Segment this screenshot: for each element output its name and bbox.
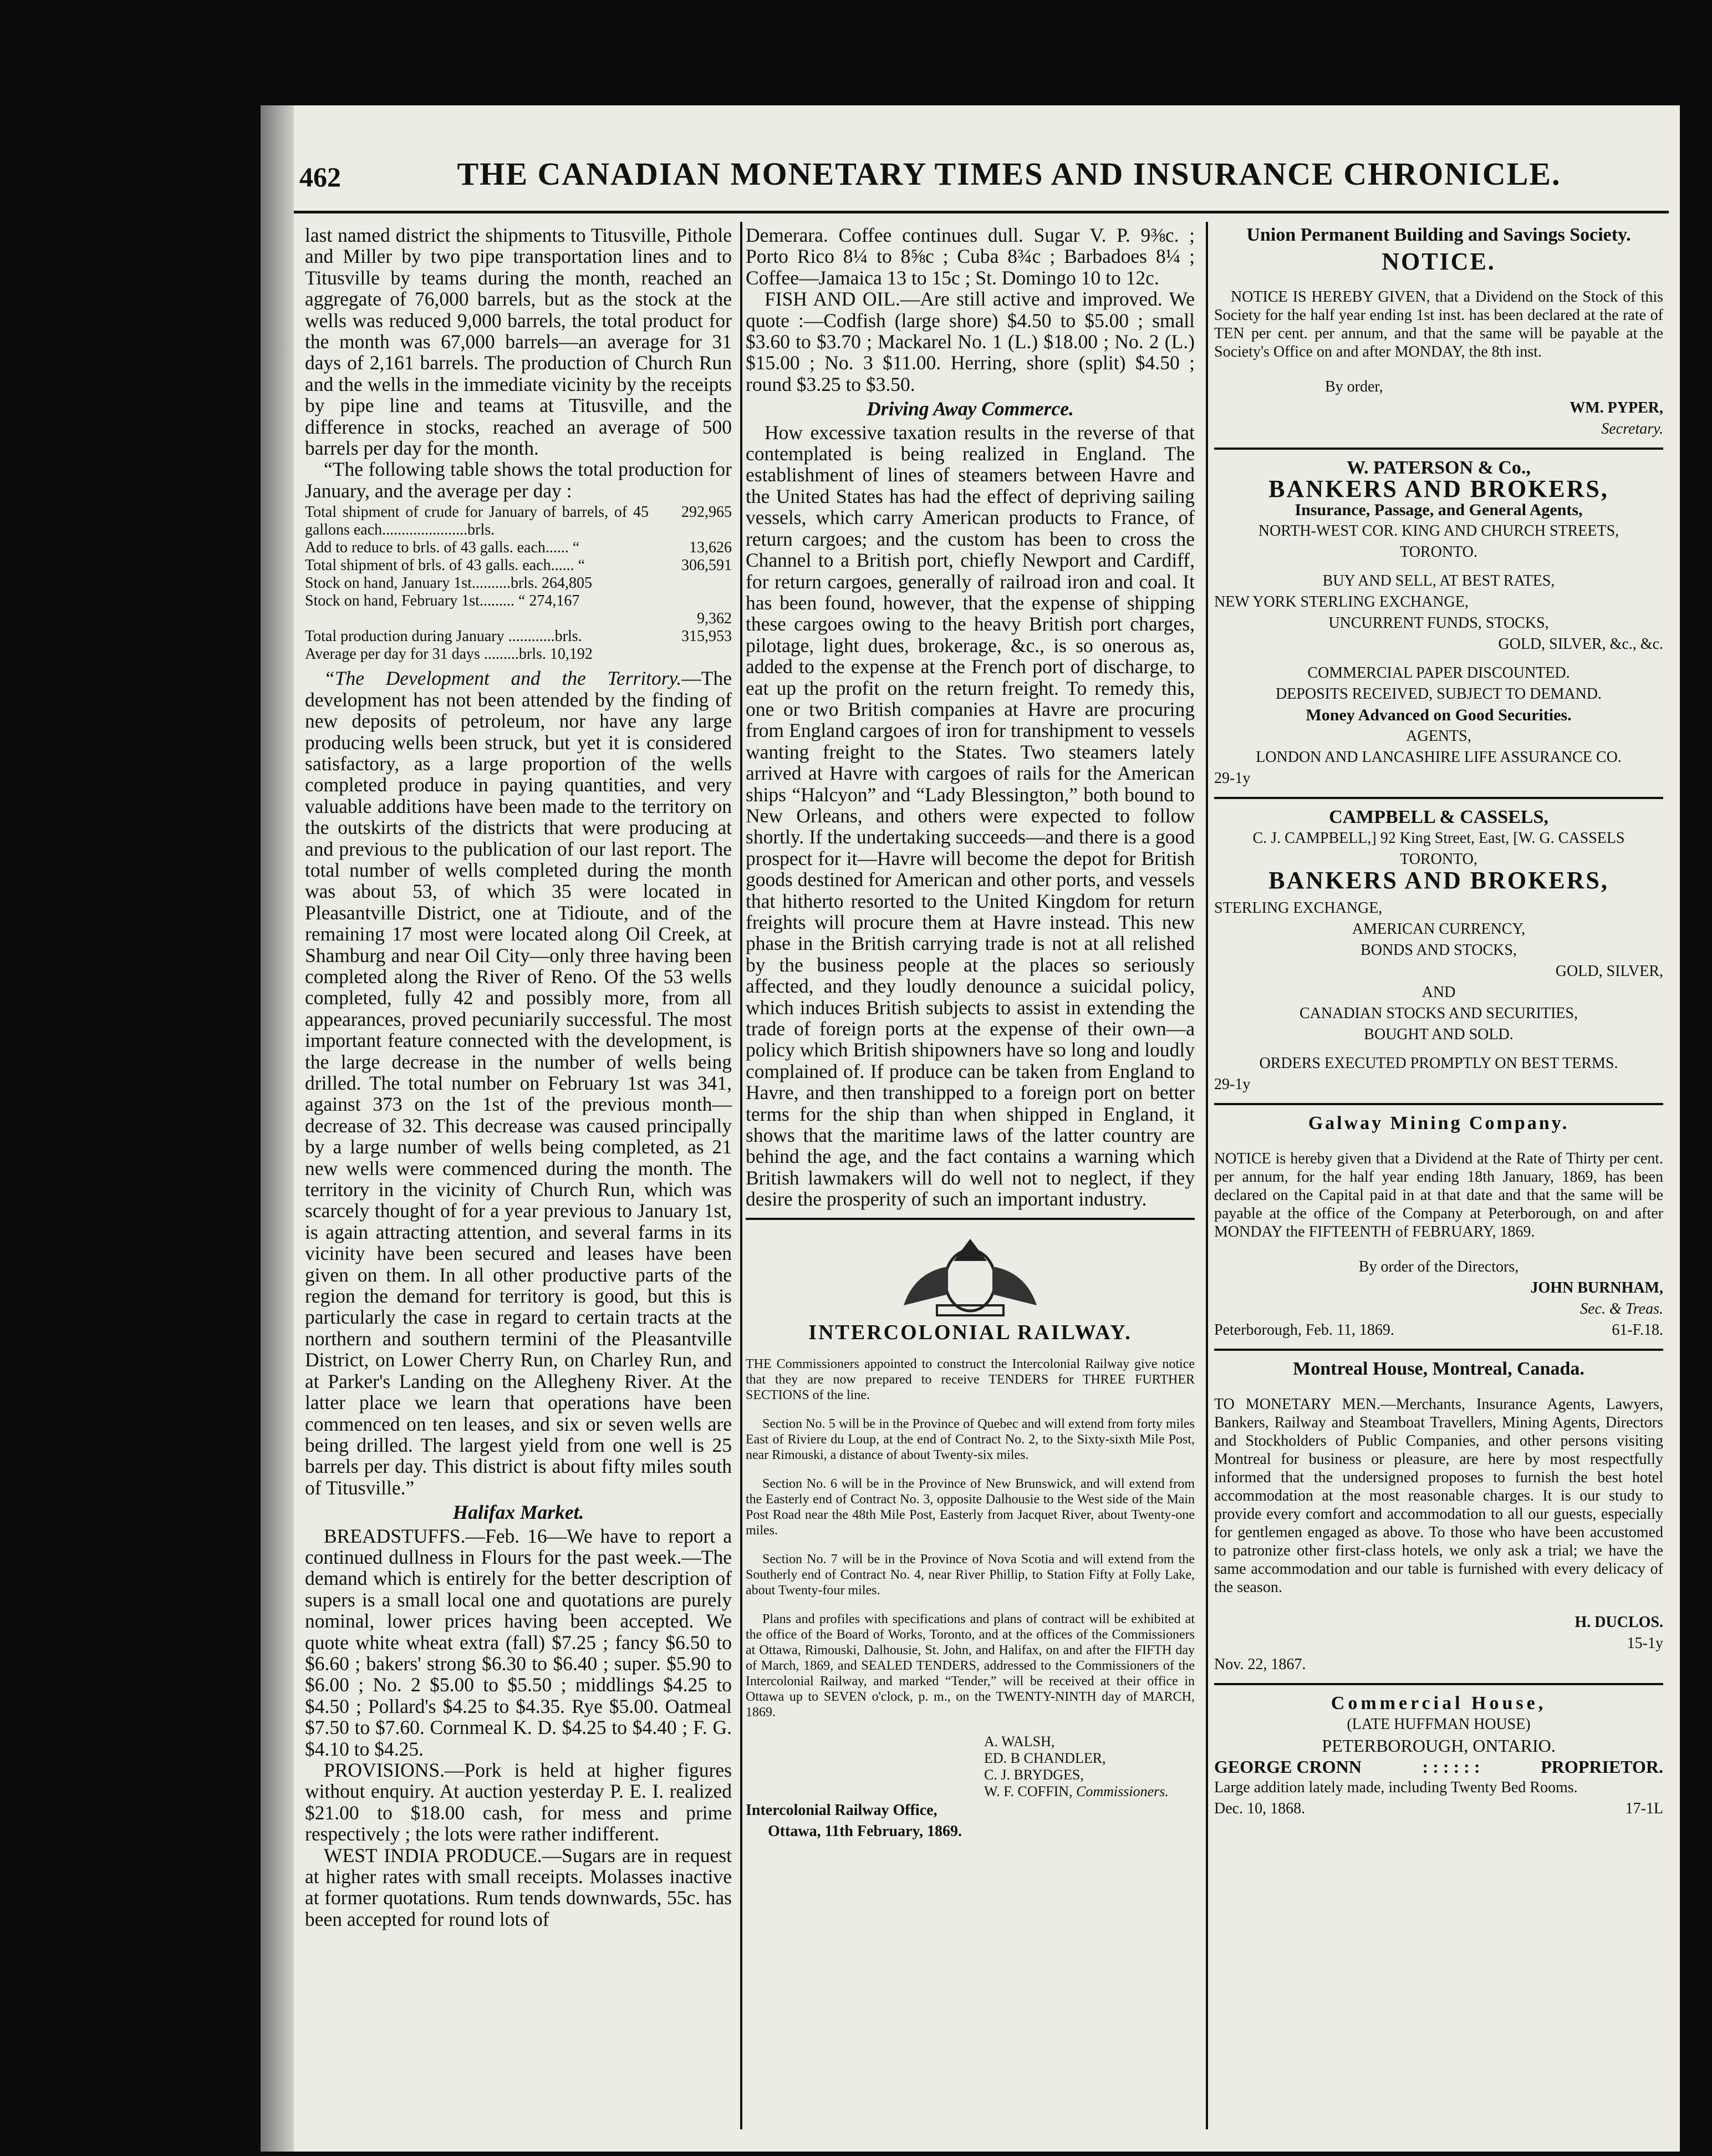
montreal-house-ad: Montreal House, Montreal, Canada. TO MONETARY MEN.—Merchants, Insurance Agents, Lawyers, Bankers, Railway and Steamboat Travellers, Mining Agents, Directors and Stockholders of Public Companies, and other persons visiting Montreal for business or pleasure, are here by most respectfully informed that the undersigned proposes to furnish the best hotel accommodation at the most reasonable charges. It is our study to provide every comfort and accommodation to all our guests, especially for gentlemen engaged as above. To those who have been accustomed to patronize other first-class hotels, we only ask a trial; we have the same accommodation and our table is furnished with every delicacy of the season. H. DUCLOS. 15-1y Nov. 22, 1867. (1214, 1359, 1663, 1673)
signers: A. WALSH, ED. B CHANDLER, C. J. BRYDGES, W. F. COFFIN, Commissioners. (984, 1733, 1169, 1799)
table-row: Average per day for 31 days .........brls. 10,192 (305, 645, 593, 663)
ad-title: Union Permanent Building and Savings Society. (1246, 225, 1631, 245)
office-line: Intercolonial Railway Office, (746, 1801, 937, 1819)
page-header (288, 150, 1652, 200)
running-title: THE CANADIAN MONETARY TIMES AND INSURANCE CHRONICLE. (457, 156, 1561, 192)
table-row: Total shipment of crude for January of barrels, of 45 gallons each......................brls. 292,965 (305, 504, 732, 539)
ad-title: INTERCOLONIAL RAILWAY. (808, 1320, 1132, 1344)
column-2 (746, 225, 1195, 1842)
article-paragraph: PROVISIONS.—Pork is held at higher figures without enquiry. At auction yesterday P. E. I. realized $21.00 to $18.00 cash, for mess and prime respectively ; the lots were rather indifferent. (305, 1759, 732, 1845)
ad-paragraph: THE Commissioners appointed to construct the Intercolonial Railway give notice that they are now prepared to receive TENDERS for THREE FURTHER SECTIONS of the line. (746, 1356, 1195, 1402)
divider (746, 1218, 1195, 1220)
divider (1214, 1349, 1663, 1351)
article-paragraph: BREADSTUFFS.—Feb. 16—We have to report a continued dullness in Flours for the past week.—The demand which is entirely for the better description of supers is a small local one and quotations are purely nominal, lower prices having been accepted. We quote white wheat extra (fall) $7.25 ; fancy $6.50 to $6.60 ; bakers' strong $6.30 to $6.40 ; super. $5.90 to $6.00 ; No. 2 $5.00 to $5.50 ; middlings $4.25 to $4.50 ; Pollard's $4.25 to $4.35. Rye $5.00. Oatmeal $7.50 to $7.60. Cornmeal K. D. $4.25 to $4.40 ; F. G. $4.10 to $4.25. (305, 1524, 732, 1760)
table-row: Stock on hand, February 1st......... “ 274,167 (305, 592, 580, 610)
intercolonial-railway-ad (746, 1228, 1195, 1842)
table-row: Total shipment of brls. of 43 galls. each...... “ 306,591 (305, 557, 732, 574)
table-row: Stock on hand, January 1st..........brls. 264,805 (305, 574, 592, 592)
article-paragraph: WEST INDIA PRODUCE.—Sugars are in request at higher rates with small receipts. Molasses inactive at former quotations. Rum tends downwards, 55c. has been accepted for round lots of (305, 1844, 732, 1930)
divider (1214, 797, 1663, 799)
article-paragraph: last named district the shipments to Titusville, Pithole and Miller by two pipe transportation lines and to Titusville by teams during the month, reached an aggregate of 76,000 barrels, but as the stock at the wells was reduced 9,000 barrels, the total product for the month was 67,000 barrels—an average for 31 days of 2,161 barrels. The production of Church Run and the wells in the immediate vicinity by the receipts by pipe line and teams at Titusville, and the difference in stocks, reached an average of 500 barrels per day for the month. (305, 224, 732, 460)
article-paragraph: “The following table shows the total production for January, and the average per day : (305, 458, 732, 502)
ad-notice: NOTICE. (1382, 248, 1496, 275)
column-1 (305, 225, 732, 1930)
page-number: 462 (299, 161, 341, 192)
galway-mining-ad: Galway Mining Company. NOTICE is hereby given that a Dividend at the Rate of Thirty per cent. per annum, for the half year ending 18th January, 1869, has been declared on the Capital paid in at that date and that the same will be payable at the office of the Company at Peterborough, on and after MONDAY the FIFTEENTH of FEBRUARY, 1869. By order of the Directors, JOHN BURNHAM, Sec. & Treas. Peterborough, Feb. 11, 1869. 61-F.18. (1214, 1113, 1663, 1339)
section-heading: Halifax Market. (452, 1501, 584, 1524)
column-3 (1214, 225, 1663, 1819)
divider (1214, 1103, 1663, 1105)
newspaper-page (261, 105, 1680, 2152)
column-rule-1 (740, 222, 742, 2129)
divider (1214, 448, 1663, 450)
binding-gutter (261, 105, 294, 2152)
office-date: Ottawa, 11th February, 1869. (768, 1822, 962, 1840)
union-permanent-ad: Union Permanent Building and Savings Society. NOTICE. NOTICE IS HEREBY GIVEN, that a Dividend on the Stock of this Society for the half year ending 1st inst. has been declared at the rate of TEN per cent. per annum, and that the same will be payable at the Society's Office on and after MONDAY, the 8th inst. By order, WM. PYPER, Secretary. (1214, 225, 1663, 438)
article-paragraph: Demerara. Coffee continues dull. Sugar V. P. 9⅜c. ; Porto Rico 8¼ to 8⅝c ; Cuba 8¾c ; Barbadoes 8¼ ; Coffee—Jamaica 13 to 15c ; St. Domingo 10 to 12c. (746, 224, 1195, 289)
royal-crest-icon (854, 1228, 1087, 1322)
ad-paragraph: Section No. 5 will be in the Province of Quebec and will extend from forty miles East of Riviere du Loup, at the end of Contract No. 2, to the Sixty-sixth Mile Post, near Rimouski, a distance of about Twenty-six miles. (746, 1416, 1195, 1462)
table-row: 9,362 (697, 610, 732, 628)
article-paragraph: FISH AND OIL.—Are still active and improved. We quote :—Codfish (large shore) $4.50 to $5.00 ; small $3.60 to $3.70 ; Mackarel No. 1 (L.) $18.00 ; No. 2 (L.) $15.00 ; No. 3 $11.00. Herring, shore (split) $4.50 ; round $3.25 to $3.50. (746, 288, 1195, 395)
ad-paragraph: Plans and profiles with specifications and plans of contract will be exhibited at the office of the Board of Works, Toronto, and at the offices of the Commissioners at Ottawa, Rimouski, Dalhousie, St. John, and Halifax, on and after the FIFTH day of March, 1869, and SEALED TENDERS, addressed to the Commissioners of the Intercolonial Railway, and marked “Tender,” will be received at their office in Ottawa up to SEVEN o'clock, p. m., on the TWENTY-NINTH day of MARCH, 1869. (746, 1611, 1195, 1720)
commercial-house-ad: Commercial House, (LATE HUFFMAN HOUSE) PETERBOROUGH, ONTARIO. GEORGE CRONN : : : : : : PROPRIETOR. Large addition lately made, including Twenty Bed Rooms. Dec. 10, 1868. 17-1L (1214, 1693, 1663, 1817)
table-row: Total production during January ............brls. 315,953 (305, 628, 732, 645)
table-row: Add to reduce to brls. of 43 galls. each...... “ 13,626 (305, 539, 732, 557)
section-heading: Driving Away Commerce. (867, 398, 1074, 420)
production-table (305, 504, 732, 663)
ad-paragraph: NOTICE IS HEREBY GIVEN, that a Dividend on the Stock of this Society for the half year ending 1st inst. has been declared at the rate of TEN per cent. per annum, and that the same will be payable at the Society's Office on and after MONDAY, the 8th inst. (1214, 288, 1663, 360)
paterson-ad: W. PATERSON & Co., BANKERS AND BROKERS, Insurance, Passage, and General Agents, NORTH-WEST COR. KING AND CHURCH STREETS, TORONTO. BUY AND SELL, AT BEST RATES, NEW YORK STERLING EXCHANGE, UNCURRENT FUNDS, STOCKS, GOLD, SILVER, &c., &c. COMMERCIAL PAPER DISCOUNTED. DEPOSITS RECEIVED, SUBJECT TO DEMAND. Money Advanced on Good Securities. AGENTS, LONDON AND LANCASHIRE LIFE ASSURANCE CO. 29-1y (1214, 457, 1663, 787)
ad-paragraph: Section No. 6 will be in the Province of New Brunswick, and will extend from the Easterly end of Contract No. 3, opposite Dalhousie to the West side of the Main Post Road near the 48th Mile Post, Easterly from Jacquet River, about Twenty-one miles. (746, 1476, 1195, 1538)
campbell-cassels-ad: CAMPBELL & CASSELS, C. J. CAMPBELL,] 92 King Street, East, [W. G. CASSELS TORONTO, BANKERS AND BROKERS, STERLING EXCHANGE, AMERICAN CURRENCY, BONDS AND STOCKS, GOLD, SILVER, AND CANADIAN STOCKS AND SECURITIES, BOUGHT AND SOLD. ORDERS EXECUTED PROMPTLY ON BEST TERMS. 29-1y (1214, 807, 1663, 1093)
divider (1214, 1683, 1663, 1685)
article-paragraph: How excessive taxation results in the reverse of that contemplated is being realized in England. The establishment of lines of steamers between Havre and the United States has had the effect of depriving sailing vessels, which carry American products to France, of return cargoes; and the custom has been to cross the Channel to a British port, chiefly Newport and Cardiff, for return cargoes, generally of railroad iron and coal. It has been found, however, that the expense of shipping these cargoes owing to the heavy British port charges, pilotage, light dues, brokerage, &c., is so onerous as, added to the expense at the French port of discharge, to eat up the profit on the return freight. To remedy this, one or two British companies at Havre are procuring from England cargoes of iron for transhipment to vessels wanting freight to the States. Two steamers lately arrived at Havre with cargoes of rails for the American ships “Halcyon” and “Lady Blessington,” both bound to New Orleans, and others were expected to follow shortly. If the undertaking succeeds—and there is a good prospect for it—Havre will become the depot for British goods destined for American and other ports, and vessels that hitherto resorted to the United Kingdom for return freights will procure them at Havre instead. This new phase in the British carrying trade is not at all relished by the business people at the places so seriously affected, and they loudly denounce a suicidal policy, which induces British subjects to assist in extending the trade of foreign ports at the expense of their own—a policy which British shipowners have so long and loudly complained of. If produce can be taken from England to Havre, and then transhipped to a foreign port on better terms for the ship than when shipped in England, it shows that the maritime laws of the latter country are behind the age, and the fact contains a warning which British lawmakers will do well not to neglect, if they desire the prosperity of such an important industry. (746, 421, 1195, 1211)
article-paragraph: “The Development and the Territory.—The development has not been attended by the finding of new deposits of petroleum, nor have any large producing wells been struck, but yet it is considered satisfactory, as a large proportion of the wells completed produce in paying quantities, and very valuable additions have been made to the territory on the outskirts of the districts that were producing at and previous to the publication of our last report. The total number of wells completed during the month was about 53, of which 35 were located in Pleasantville District, one at Tidioute, and of the remaining 17 most were located along Oil Creek, at Shamburg and near Oil City—only three having been completed along the River of Reno. Of the 53 wells completed, fully 42 and possibly more, from all appearances, proved pecuniarily successful. The most important feature connected with the development, is the large decrease in the number of wells being drilled. The total number on February 1st was 341, against 373 on the 1st of the previous month—decrease of 32. This decrease was caused principally by a large number of wells being completed, as 21 new wells were commenced during the month. The territory in the vicinity of Church Run, which was scarcely thought of for a year previous to January 1st, is again attracting attention, and several farms in its vicinity have been secured and leases have been given on them. In all other productive parts of the region the demand for territory is good, but this is particularly the case in regard to certain tracts at the northern and southern termini of the Pleasantville District, on Lower Cherry Run, on Charley Run, and at Parker's Landing on the Allegheny River. At the latter place we learn that operations have been commenced on ten leases, and six or seven wells are being drilled. The largest yield from one well is 25 barrels per day. This district is about fifty miles south of Titusville.” (305, 667, 732, 1499)
column-rule-2 (1206, 222, 1208, 2129)
ad-paragraph: Section No. 7 will be in the Province of Nova Scotia and will extend from the Southerly end of Contract No. 4, near River Phillip, to Station Fifty at Folly Lake, about Twenty-four miles. (746, 1552, 1195, 1598)
header-rule (294, 211, 1669, 213)
